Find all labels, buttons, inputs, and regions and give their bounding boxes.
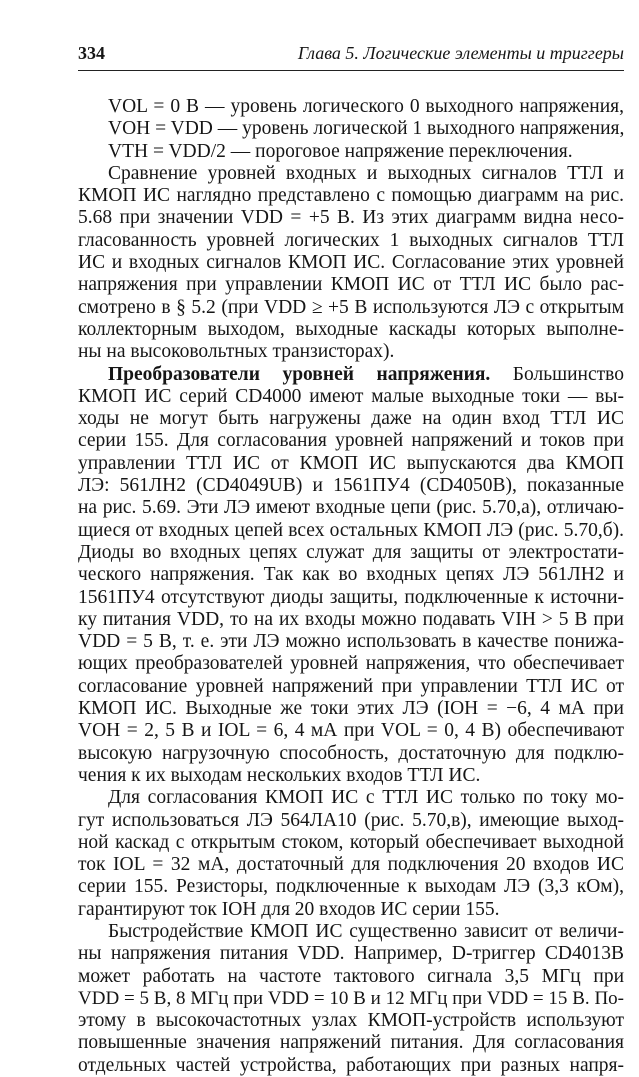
- text-line: ку питания VDD, то на их входы можно подавать VIH > 5 В при: [78, 608, 624, 630]
- text-line: гарантируют ток IOH для 20 входов ИС серии 155.: [78, 898, 500, 920]
- text-line: на рис. 5.69. Эти ЛЭ имеют входные цепи (рис. 5.70,а), отличаю-: [78, 497, 624, 519]
- text-line-continuation: Большинство: [490, 363, 624, 385]
- text-line: ны на высоковольтных транзисторах).: [78, 341, 395, 363]
- text-line: КМОП ИС наглядно представлено с помощью диаграмм на рис.: [78, 185, 624, 207]
- text-line: этому в высокочастотных узлах КМОП-устройств используют: [78, 1010, 624, 1032]
- chapter-title: Глава 5. Логические элементы и триггеры: [297, 43, 624, 63]
- text-line: ЛЭ: 561ЛН2 (CD4049UB) и 1561ПУ4 (CD4050B), показанные: [78, 475, 624, 497]
- text-line: чения к их выходам нескольких входов ТТЛ ИС.: [78, 764, 481, 786]
- text-line: ющих преобразователей уровней напряжения, что обеспечивает: [78, 653, 624, 675]
- text-line: Сравнение уровней входных и выходных сигналов ТТЛ и: [108, 162, 624, 184]
- text-line: смотрено в § 5.2 (при VDD ≥ +5 В используются ЛЭ с открытым: [78, 296, 624, 318]
- text-line: щиеся от входных цепей всех остальных КМОП ЛЭ (рис. 5.70,б).: [78, 519, 624, 541]
- header-rule: [78, 70, 624, 71]
- text-line: VDD = 5 В, 8 МГц при VDD = 10 В и 12 МГц при VDD = 15 В. По-: [78, 987, 624, 1009]
- text-line: повышенные значения напряжений питания. Для согласования: [78, 1032, 624, 1054]
- text-line: ИС и входных сигналов КМОП ИС. Согласование этих уровней: [78, 252, 624, 274]
- body-text: [78, 96, 624, 1077]
- text-line: ток IOL = 32 мА, достаточный для подключения 20 входов ИС: [78, 854, 624, 876]
- text-line: согласование уровней напряжений при управлении ТТЛ ИС от: [78, 675, 624, 697]
- text-line: 5.68 при значении VDD = +5 В. Из этих диаграмм видна несо-: [78, 207, 624, 229]
- text-line: отдельных частей устройства, работающих при разных напря-: [78, 1054, 624, 1076]
- text-line: напряжения при управлении КМОП ИС от ТТЛ ИС было рас-: [78, 274, 624, 296]
- text-line: 1561ПУ4 отсутствуют диоды защиты, подключенные к источни-: [78, 586, 624, 608]
- text-line: ходы не могут быть нагружены даже на один вход ТТЛ ИС: [78, 408, 624, 430]
- text-line: VOL = 0 В — уровень логического 0 выходного напряжения,: [108, 96, 624, 117]
- text-line: Быстродействие КМОП ИС существенно зависит от величи-: [108, 920, 624, 942]
- text-line: КМОП ИС серий CD4000 имеют малые выходные токи — вы-: [78, 385, 624, 407]
- text-line: ной каскад с открытым стоком, который обеспечивает выходной: [78, 831, 624, 853]
- section-heading: Преобразователи уровней напряжения.: [108, 363, 491, 385]
- text-line: может работать на частоте тактового сигнала 3,5 МГц при: [78, 965, 624, 987]
- page-number: 334: [78, 43, 105, 63]
- text-line: серии 155. Для согласования уровней напряжений и токов при: [78, 430, 624, 452]
- text-line: КМОП ИС. Выходные же токи этих ЛЭ (IOH = −6, 4 мА при: [78, 698, 624, 720]
- text-line: Для согласования КМОП ИС с ТТЛ ИС только по току мо-: [108, 787, 624, 809]
- text-line: гут использоваться ЛЭ 564ЛА10 (рис. 5.70,в), имеющие выход-: [78, 809, 624, 831]
- running-header: [78, 42, 624, 68]
- text-line: серии 155. Резисторы, подключенные к выходам ЛЭ (3,3 кОм),: [78, 876, 624, 898]
- text-line: VTH = VDD/2 — пороговое напряжение переключения.: [108, 140, 573, 162]
- text-line: ны напряжения питания VDD. Например, D-триггер CD4013B: [78, 943, 624, 965]
- text-line: VOH = 2, 5 В и IOL = 6, 4 мА при VOL = 0, 4 В) обеспечивают: [78, 720, 624, 742]
- text-line: ческого напряжения. Так как во входных цепях ЛЭ 561ЛН2 и: [78, 564, 624, 586]
- text-line: гласованность уровней логических 1 выходных сигналов ТТЛ: [78, 229, 624, 251]
- text-line: [78, 364, 624, 386]
- text-line: коллекторным выходом, выходные каскады которых выполне-: [78, 318, 624, 340]
- text-line: VDD = 5 В, т. е. эти ЛЭ можно использовать в качестве понижа-: [78, 631, 624, 653]
- text-line: высокую нагрузочную способность, достаточную для подклю-: [78, 742, 624, 764]
- text-line: Диоды во входных цепях служат для защиты от электростати-: [78, 541, 624, 563]
- text-line: управлении ТТЛ ИС от КМОП ИС выпускаются два КМОП: [78, 452, 624, 474]
- text-line: VOH = VDD — уровень логической 1 выходного напряжения,: [108, 118, 625, 140]
